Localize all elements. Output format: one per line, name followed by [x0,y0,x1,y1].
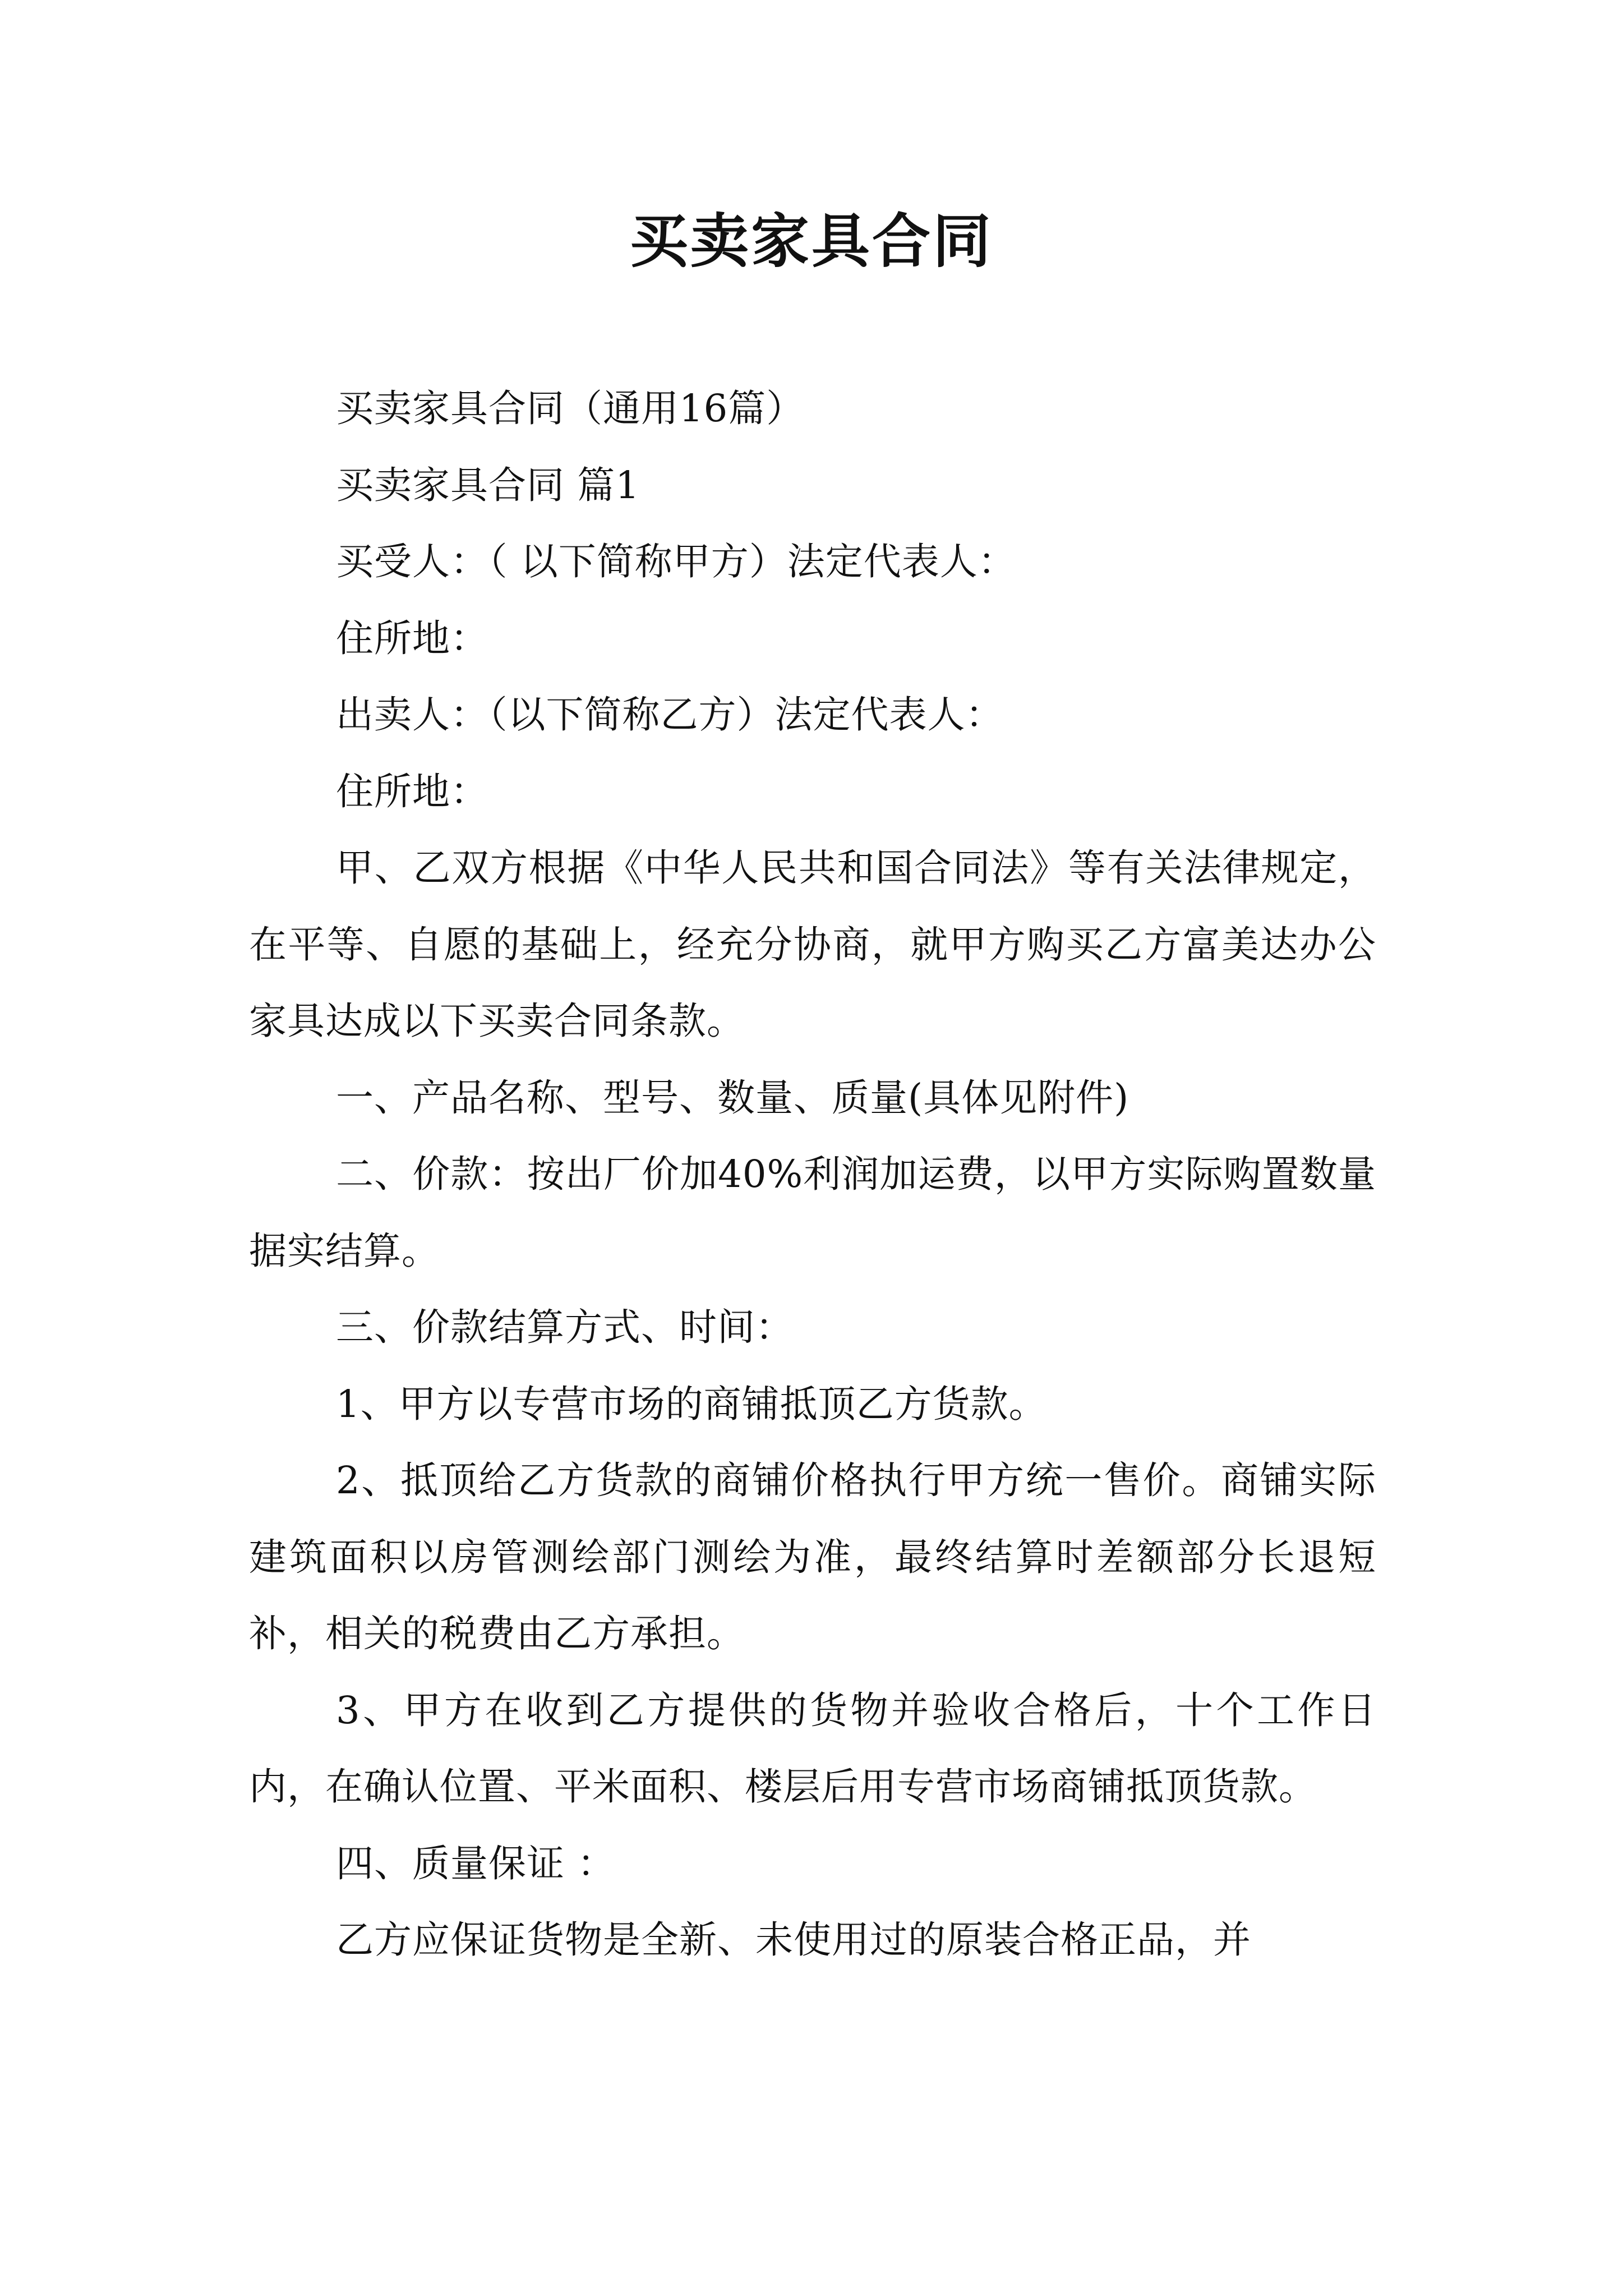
seller-address-line: 住所地： [336,769,488,813]
preamble-paragraph: 甲、乙双方根据《中华人民共和国合同法》等有关法律规定，在平等、自愿的基础上，经充分协商，就甲方购买乙方富美达办公家具达成以下买卖合同条款。 [249,846,1376,1043]
clause-2: 二、价款：按出厂价加40%利润加运费，以甲方实际购置数量据实结算。 [249,1152,1376,1273]
seller-line: 出卖人：（以下简称乙方）法定代表人： [336,693,1004,737]
clause-4: 四、质量保证 ： [336,1841,616,1885]
clause-4-text: 乙方应保证货物是全新、未使用过的原装合格正品，并 [336,1918,1251,1962]
clause-3-item-3: 3、甲方在收到乙方提供的货物并验收合格后，十个工作日内，在确认位置、平米面积、楼层后用专营市场商铺抵顶货款。 [249,1688,1376,1809]
clause-3-item-1: 1、甲方以专营市场的商铺抵顶乙方货款。 [336,1382,1047,1426]
document-body [249,370,1376,1978]
clause-1: 一、产品名称、型号、数量、质量(具体见附件) [336,1075,1129,1120]
document-title: 买卖家具合同 [629,206,993,275]
buyer-address-line: 住所地： [336,616,488,660]
subtitle-collection: 买卖家具合同（通用16篇） [336,386,805,430]
section-heading: 买卖家具合同 篇1 [336,463,640,507]
clause-3: 三、价款结算方式、时间： [336,1305,794,1349]
clause-3-item-2: 2、抵顶给乙方货款的商铺价格执行甲方统一售价。商铺实际建筑面积以房管测绘部门测绘为准，最终结算时差额部分长退短补，相关的税费由乙方承担。 [249,1458,1376,1655]
buyer-line: 买受人：（ 以下简称甲方）法定代表人： [336,540,1016,583]
